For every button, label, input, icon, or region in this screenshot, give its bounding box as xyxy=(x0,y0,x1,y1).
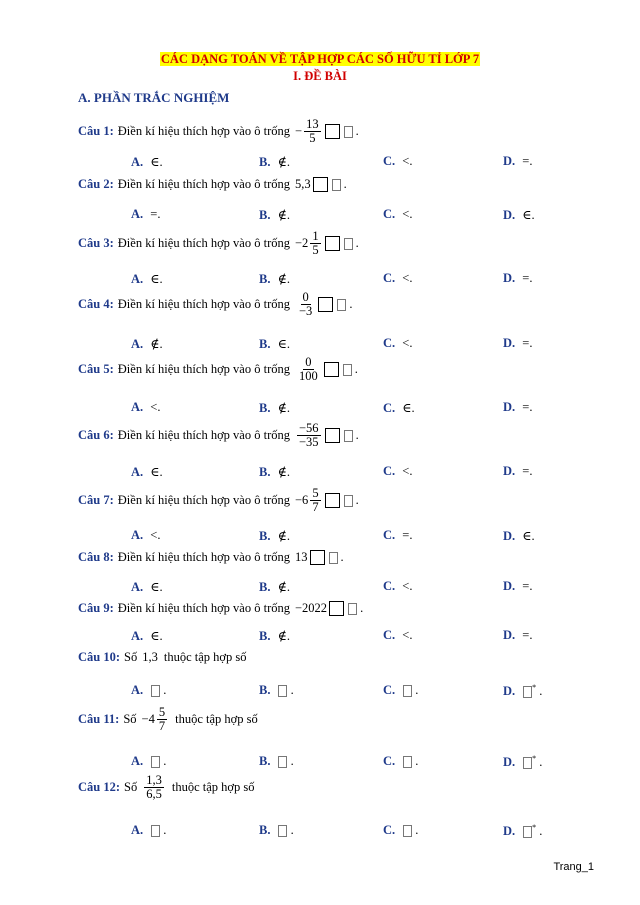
option-b[interactable] xyxy=(259,400,290,416)
option-text: <. xyxy=(399,271,413,285)
answer-box[interactable] xyxy=(310,550,325,565)
option-text: =. xyxy=(399,528,413,542)
question-prompt: Số xyxy=(123,712,137,727)
superscript-star: * xyxy=(532,823,537,832)
question-prompt: Điền kí hiệu thích hợp vào ô trống xyxy=(117,601,290,615)
option-key: B. xyxy=(259,529,271,543)
option-key: D. xyxy=(503,400,516,414)
option-b[interactable] xyxy=(259,207,290,223)
option-key: C. xyxy=(383,271,396,285)
option-text: . xyxy=(160,754,167,768)
option-text: =. xyxy=(519,154,533,168)
option-key: B. xyxy=(259,401,271,415)
option-key: A. xyxy=(131,528,144,542)
option-key: C. xyxy=(383,628,396,642)
question-11 xyxy=(78,706,258,733)
option-text: <. xyxy=(399,336,413,350)
option-text: ∉. xyxy=(274,629,290,643)
period: . xyxy=(355,124,359,139)
option-d[interactable] xyxy=(503,754,542,770)
question-label: Câu 11: xyxy=(78,712,120,727)
missing-glyph-icon xyxy=(337,299,346,311)
option-key: C. xyxy=(383,579,396,593)
option-d[interactable] xyxy=(503,579,532,594)
missing-glyph-icon xyxy=(344,238,353,250)
superscript-star: * xyxy=(532,754,537,763)
fraction xyxy=(304,118,321,145)
option-c[interactable] xyxy=(383,336,412,351)
option-a[interactable] xyxy=(131,336,163,352)
question-suffix: thuộc tập hợp số xyxy=(175,712,258,727)
option-a[interactable] xyxy=(131,528,160,543)
option-text: ∈. xyxy=(399,401,415,415)
option-b[interactable] xyxy=(259,336,290,352)
question-prompt: Điền kí hiệu thích hợp vào ô trống xyxy=(117,362,290,377)
option-text: <. xyxy=(399,154,413,168)
question-label: Câu 10: xyxy=(78,650,121,664)
option-text: . xyxy=(536,755,543,770)
expression: −2022 xyxy=(295,601,328,615)
option-text: ∉. xyxy=(274,465,290,479)
number-set-icon xyxy=(403,685,412,697)
option-d[interactable] xyxy=(503,154,532,169)
option-key: C. xyxy=(383,823,396,837)
expression: −6 xyxy=(295,493,309,508)
option-key: D. xyxy=(503,755,516,770)
option-text: . xyxy=(287,823,294,837)
question-label: Câu 9: xyxy=(78,601,114,615)
missing-glyph-icon xyxy=(344,126,353,138)
answer-box[interactable] xyxy=(325,428,340,443)
question-prompt: Điền kí hiệu thích hợp vào ô trống xyxy=(117,493,290,508)
fraction-numerator: 0 xyxy=(305,355,312,369)
option-c[interactable] xyxy=(383,528,412,543)
option-text: <. xyxy=(399,207,413,221)
question-label: Câu 1: xyxy=(78,124,114,139)
option-text: =. xyxy=(519,579,533,593)
question-5 xyxy=(78,356,358,383)
fraction xyxy=(297,422,321,449)
option-text: <. xyxy=(147,528,161,542)
option-text: ∉. xyxy=(274,580,290,594)
period: . xyxy=(349,297,353,312)
option-key: D. xyxy=(503,684,516,699)
fraction-numerator: 13 xyxy=(306,117,319,131)
option-text: ∈. xyxy=(147,272,163,286)
fraction-denominator: −35 xyxy=(299,435,319,450)
number-set-icon xyxy=(523,757,532,769)
fraction-denominator: 7 xyxy=(158,719,166,734)
question-10 xyxy=(78,650,247,665)
number-set-icon xyxy=(151,685,160,697)
option-key: D. xyxy=(503,336,516,350)
option-text: . xyxy=(412,823,419,837)
option-text: <. xyxy=(399,579,413,593)
question-prompt: Số xyxy=(124,780,138,795)
period: . xyxy=(355,236,359,251)
option-c[interactable] xyxy=(383,271,412,286)
option-b[interactable] xyxy=(259,464,290,480)
question-4 xyxy=(78,291,352,318)
option-key: B. xyxy=(259,629,271,643)
question-label: Câu 2: xyxy=(78,177,114,191)
number-set-icon xyxy=(523,686,532,698)
option-a[interactable] xyxy=(131,207,160,222)
option-d[interactable] xyxy=(503,528,535,544)
document-title: CÁC DẠNG TOÁN VỀ TẬP HỢP CÁC SỐ HỮU TỈ LỚP 7 xyxy=(160,52,480,66)
option-key: D. xyxy=(503,529,516,543)
option-b[interactable] xyxy=(259,528,290,544)
period: . xyxy=(355,428,359,443)
option-text: . xyxy=(160,683,167,697)
question-label: Câu 6: xyxy=(78,428,114,443)
option-key: A. xyxy=(131,580,144,594)
option-text: ∈. xyxy=(147,580,163,594)
fraction-denominator: 5 xyxy=(309,131,316,146)
option-d[interactable] xyxy=(503,464,532,479)
fraction-numerator: 1,3 xyxy=(146,773,162,787)
question-prompt: Điền kí hiệu thích hợp vào ô trống xyxy=(117,297,290,312)
option-d[interactable] xyxy=(503,823,542,839)
question-label: Câu 7: xyxy=(78,493,114,508)
expression: 13 xyxy=(295,550,308,564)
period: . xyxy=(354,362,358,377)
option-key: D. xyxy=(503,464,516,478)
option-text: . xyxy=(287,683,294,697)
question-3 xyxy=(78,230,359,257)
number-set-icon xyxy=(151,756,160,768)
option-key: A. xyxy=(131,823,144,837)
option-b[interactable] xyxy=(259,683,294,698)
option-text: <. xyxy=(399,464,413,478)
option-c[interactable] xyxy=(383,683,418,698)
option-key: C. xyxy=(383,154,396,168)
page-number: Trang_1 xyxy=(553,861,594,873)
option-a[interactable] xyxy=(131,579,163,595)
answer-box[interactable] xyxy=(313,177,328,192)
answer-box[interactable] xyxy=(325,124,340,139)
option-c[interactable] xyxy=(383,154,412,169)
option-key: C. xyxy=(383,336,396,350)
fraction-denominator: 5 xyxy=(312,243,319,258)
question-prompt: Điền kí hiệu thích hợp vào ô trống xyxy=(117,428,290,443)
fraction-numerator: 5 xyxy=(158,705,166,719)
option-key: B. xyxy=(259,465,271,479)
period: . xyxy=(360,601,364,615)
question-prompt: Điền kí hiệu thích hợp vào ô trống xyxy=(117,236,290,251)
fraction xyxy=(157,706,167,733)
question-suffix: thuộc tập hợp số xyxy=(171,780,255,795)
answer-box[interactable] xyxy=(329,601,344,616)
answer-box[interactable] xyxy=(324,362,339,377)
option-a[interactable] xyxy=(131,154,163,170)
option-text: ∈. xyxy=(519,529,535,543)
option-key: B. xyxy=(259,155,271,169)
number-set-icon xyxy=(403,825,412,837)
option-text: =. xyxy=(147,207,161,221)
question-prompt: Điền kí hiệu thích hợp vào ô trống xyxy=(117,550,290,564)
option-c[interactable] xyxy=(383,754,418,769)
option-c[interactable] xyxy=(383,400,415,416)
question-9 xyxy=(78,601,363,616)
option-text: ∉. xyxy=(274,272,290,286)
fraction-numerator: 5 xyxy=(312,486,319,500)
option-key: A. xyxy=(131,629,144,643)
option-text: . xyxy=(287,754,294,768)
fraction-denominator: 100 xyxy=(299,369,318,384)
missing-glyph-icon xyxy=(343,364,352,376)
question-6 xyxy=(78,422,359,449)
missing-glyph-icon xyxy=(344,495,353,507)
option-c[interactable] xyxy=(383,464,412,479)
option-key: C. xyxy=(383,683,396,697)
question-12 xyxy=(78,774,255,801)
option-text: . xyxy=(536,824,543,839)
option-key: A. xyxy=(131,400,144,414)
option-key: B. xyxy=(259,754,271,768)
option-text: . xyxy=(160,823,167,837)
answer-box[interactable] xyxy=(325,236,340,251)
missing-glyph-icon xyxy=(329,552,338,564)
option-d[interactable] xyxy=(503,628,532,643)
option-key: A. xyxy=(131,465,144,479)
option-key: C. xyxy=(383,401,396,415)
question-prompt: Số xyxy=(124,650,138,664)
option-c[interactable] xyxy=(383,579,412,594)
question-prompt: Điền kí hiệu thích hợp vào ô trống xyxy=(117,124,290,139)
answer-box[interactable] xyxy=(325,493,340,508)
option-key: B. xyxy=(259,683,271,697)
fraction xyxy=(297,291,314,318)
option-text: ∈. xyxy=(519,208,535,222)
question-label: Câu 12: xyxy=(78,780,121,795)
option-text: =. xyxy=(519,400,533,414)
option-b[interactable] xyxy=(259,154,290,170)
option-d[interactable] xyxy=(503,683,542,699)
option-text: ∈. xyxy=(147,465,163,479)
option-b[interactable] xyxy=(259,271,290,287)
question-8 xyxy=(78,550,344,565)
option-b[interactable] xyxy=(259,754,294,769)
answer-box[interactable] xyxy=(318,297,333,312)
option-text: ∉. xyxy=(147,337,163,351)
option-a[interactable] xyxy=(131,683,166,698)
option-text: =. xyxy=(519,628,533,642)
section-heading: I. ĐỀ BÀI xyxy=(293,69,347,83)
question-label: Câu 4: xyxy=(78,297,114,312)
fraction xyxy=(310,487,320,514)
expression: −4 xyxy=(141,712,155,727)
option-key: C. xyxy=(383,754,396,768)
option-c[interactable] xyxy=(383,823,418,838)
option-c[interactable] xyxy=(383,628,412,643)
option-key: B. xyxy=(259,208,271,222)
fraction-numerator: 1 xyxy=(312,229,319,243)
number-set-icon xyxy=(151,825,160,837)
option-b[interactable] xyxy=(259,579,290,595)
option-key: A. xyxy=(131,683,144,697)
fraction xyxy=(310,230,320,257)
option-text: ∉. xyxy=(274,401,290,415)
option-c[interactable] xyxy=(383,207,412,222)
option-d[interactable] xyxy=(503,336,532,351)
fraction xyxy=(144,774,164,801)
option-a[interactable] xyxy=(131,628,163,644)
period: . xyxy=(355,493,359,508)
missing-glyph-icon xyxy=(348,603,357,615)
question-label: Câu 5: xyxy=(78,362,114,377)
option-a[interactable] xyxy=(131,754,166,769)
option-text: ∈. xyxy=(274,337,290,351)
missing-glyph-icon xyxy=(332,179,341,191)
fraction-numerator: 0 xyxy=(302,290,309,304)
option-key: D. xyxy=(503,628,516,642)
missing-glyph-icon xyxy=(344,430,353,442)
question-prompt: Điền kí hiệu thích hợp vào ô trống xyxy=(117,177,290,191)
option-key: D. xyxy=(503,824,516,839)
option-key: A. xyxy=(131,272,144,286)
option-key: A. xyxy=(131,337,144,351)
question-1 xyxy=(78,118,359,145)
option-text: ∈. xyxy=(147,155,163,169)
option-key: A. xyxy=(131,207,144,221)
option-a[interactable] xyxy=(131,271,163,287)
option-key: C. xyxy=(383,207,396,221)
option-key: A. xyxy=(131,754,144,768)
fraction-denominator: −3 xyxy=(299,304,313,319)
question-7 xyxy=(78,487,359,514)
option-a[interactable] xyxy=(131,400,160,415)
question-2 xyxy=(78,177,347,192)
option-a[interactable] xyxy=(131,464,163,480)
option-d[interactable] xyxy=(503,207,535,223)
option-text: =. xyxy=(519,271,533,285)
period: . xyxy=(340,550,344,564)
fraction-denominator: 6,5 xyxy=(146,787,162,802)
option-key: D. xyxy=(503,271,516,285)
option-text: ∈. xyxy=(147,629,163,643)
option-key: D. xyxy=(503,208,516,222)
option-b[interactable] xyxy=(259,823,294,838)
superscript-star: * xyxy=(532,683,537,692)
question-suffix: thuộc tập hợp số xyxy=(163,650,247,664)
option-text: . xyxy=(412,683,419,697)
option-text: ∉. xyxy=(274,529,290,543)
option-text: =. xyxy=(519,464,533,478)
option-key: B. xyxy=(259,337,271,351)
fraction-numerator: −56 xyxy=(299,421,319,435)
option-b[interactable] xyxy=(259,628,290,644)
option-text: ∉. xyxy=(274,208,290,222)
option-text: =. xyxy=(519,336,533,350)
option-key: B. xyxy=(259,823,271,837)
expression: 1,3 xyxy=(142,650,158,664)
option-text: ∉. xyxy=(274,155,290,169)
question-label: Câu 8: xyxy=(78,550,114,564)
option-text: <. xyxy=(399,628,413,642)
option-d[interactable] xyxy=(503,271,532,286)
option-key: B. xyxy=(259,272,271,286)
option-text: <. xyxy=(147,400,161,414)
option-a[interactable] xyxy=(131,823,166,838)
expression: −2 xyxy=(295,236,309,251)
number-set-icon xyxy=(523,826,532,838)
fraction xyxy=(297,356,320,383)
fraction-denominator: 7 xyxy=(312,500,319,515)
question-label: Câu 3: xyxy=(78,236,114,251)
part-heading: A. PHẦN TRẮC NGHIỆM xyxy=(78,90,230,105)
expression: − xyxy=(295,124,303,139)
option-key: A. xyxy=(131,155,144,169)
option-key: B. xyxy=(259,580,271,594)
option-key: D. xyxy=(503,579,516,593)
period: . xyxy=(343,177,347,191)
expression: 5,3 xyxy=(295,177,311,191)
option-key: C. xyxy=(383,464,396,478)
option-text: . xyxy=(536,684,543,699)
option-d[interactable] xyxy=(503,400,532,415)
option-key: D. xyxy=(503,154,516,168)
number-set-icon xyxy=(403,756,412,768)
option-key: C. xyxy=(383,528,396,542)
option-text: . xyxy=(412,754,419,768)
